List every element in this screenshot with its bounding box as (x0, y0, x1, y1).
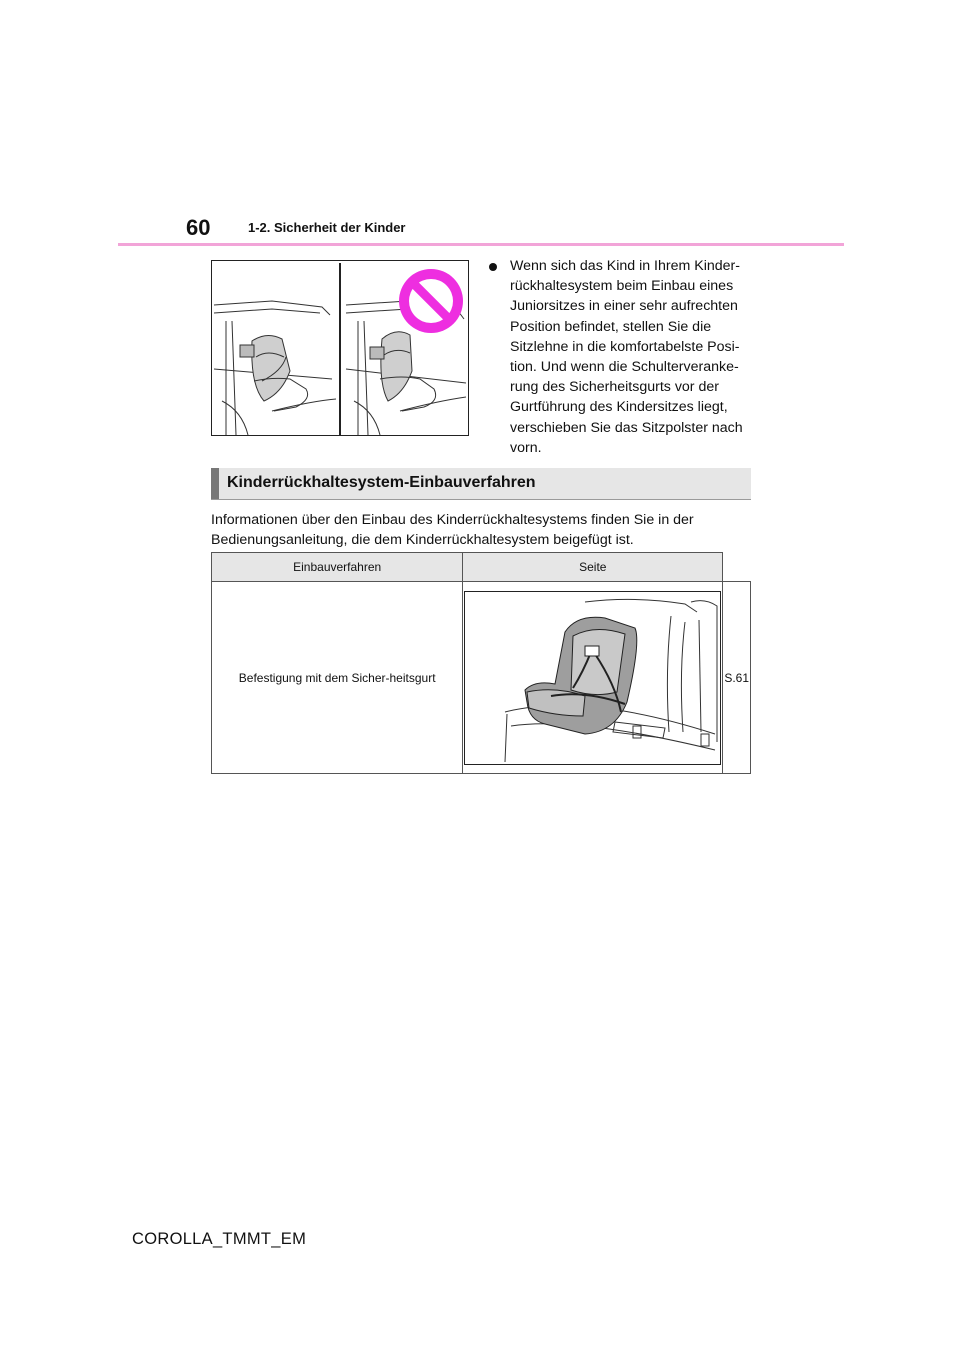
intro-paragraph: Informationen über den Einbau des Kinderrückhaltesystems finden Sie in der Bedienungsanleitung, die dem Kinderrückhaltesystem beigefügt ist. (211, 512, 694, 548)
bullet-item (489, 256, 759, 458)
page-number: 60 (186, 215, 211, 240)
bullet-icon (489, 263, 497, 271)
method-label: Befestigung mit dem Sicher-heitsgurt (238, 670, 436, 685)
bullet-text: Wenn sich das Kind in Ihrem Kinder-rückhaltesystem beim Einbau eines Juniorsitzes in einer sehr aufrechten Position befindet, stellen Sie die Sitzlehne in die komfortabelste Posi-tion. Und wenn die Schulterveranke-rung des Sicherheitsgurts vor der Gurtführung des Kindersitzes liegt, verschieben Sie das Sitzpolster nach vorn. (510, 258, 743, 456)
table-cell-method (212, 582, 463, 774)
section-heading-bar (211, 468, 219, 499)
table-cell-page: S.61 (723, 582, 751, 774)
section-heading (211, 468, 751, 500)
seatbelt-installation-illustration (464, 591, 721, 765)
installation-table (211, 552, 751, 774)
section-heading-text: Kinderrückhaltesystem-Einbauverfahren (227, 474, 536, 491)
footer-document-code: COROLLA_TMMT_EM (132, 1230, 307, 1248)
child-seat-posture-drawing (212, 261, 468, 435)
table-header-row (212, 553, 751, 582)
table-row (212, 582, 751, 774)
table-header-method: Einbauverfahren (212, 553, 463, 582)
header-rule (118, 243, 844, 246)
table-cell-illustration (463, 582, 723, 774)
section-title: 1-2. Sicherheit der Kinder (248, 220, 406, 235)
child-seat-posture-illustration (211, 260, 469, 436)
seatbelt-installation-drawing (465, 592, 720, 764)
table-header-page: Seite (463, 553, 723, 582)
